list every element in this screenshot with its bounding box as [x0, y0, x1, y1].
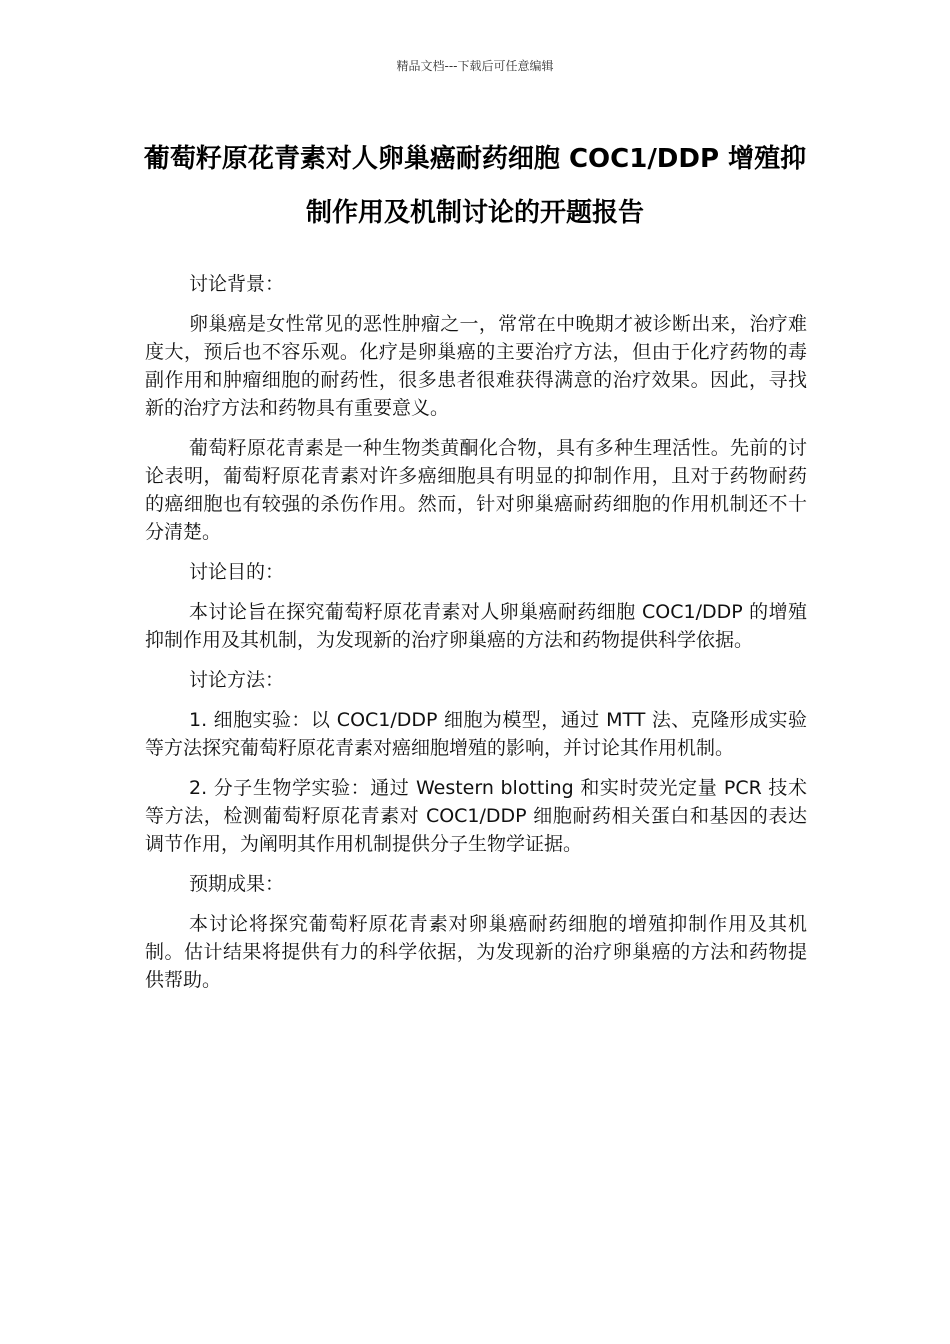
- document-title: 葡萄籽原花青素对人卵巢癌耐药细胞 COC1/DDP 增殖抑制作用及机制讨论的开题报告: [143, 144, 807, 228]
- background-paragraph-1: 卵巢癌是女性常见的恶性肿瘤之一，常常在中晚期才被诊断出来，治疗难度大，预后也不容乐观。化疗是卵巢癌的主要治疗方法，但由于化疗药物的毒副作用和肿瘤细胞的耐药性，很多患者很难获得满意的治疗效果。因此，寻找新的治疗方法和药物具有重要意义。: [145, 313, 807, 419]
- document-body: [145, 270, 807, 1006]
- purpose-heading: 讨论目的：: [189, 561, 285, 583]
- method-paragraph-1: 1. 细胞实验：以 COC1/DDP 细胞为模型，通过 MTT 法、克隆形成实验等方法探究葡萄籽原花青素对癌细胞增殖的影响，并讨论其作用机制。: [145, 709, 807, 759]
- outcome-heading: 预期成果：: [189, 873, 285, 895]
- method-heading: 讨论方法：: [189, 669, 285, 691]
- background-heading: 讨论背景：: [189, 273, 285, 295]
- header-note: 精品文档---下载后可任意编辑: [396, 59, 554, 73]
- method-paragraph-2: 2. 分子生物学实验：通过 Western blotting 和实时荧光定量 PCR 技术等方法，检测葡萄籽原花青素对 COC1/DDP 细胞耐药相关蛋白和基因的表达调节作用，为阐明其作用机制提供分子生物学证据。: [145, 777, 807, 855]
- background-paragraph-2: 葡萄籽原花青素是一种生物类黄酮化合物，具有多种生理活性。先前的讨论表明，葡萄籽原花青素对许多癌细胞具有明显的抑制作用，且对于药物耐药的癌细胞也有较强的杀伤作用。然而，针对卵巢癌耐药细胞的作用机制还不十分清楚。: [145, 437, 807, 543]
- purpose-paragraph: 本讨论旨在探究葡萄籽原花青素对人卵巢癌耐药细胞 COC1/DDP 的增殖抑制作用及其机制，为发现新的治疗卵巢癌的方法和药物提供科学依据。: [145, 601, 807, 651]
- outcome-paragraph: 本讨论将探究葡萄籽原花青素对卵巢癌耐药细胞的增殖抑制作用及其机制。估计结果将提供有力的科学依据，为发现新的治疗卵巢癌的方法和药物提供帮助。: [145, 913, 807, 991]
